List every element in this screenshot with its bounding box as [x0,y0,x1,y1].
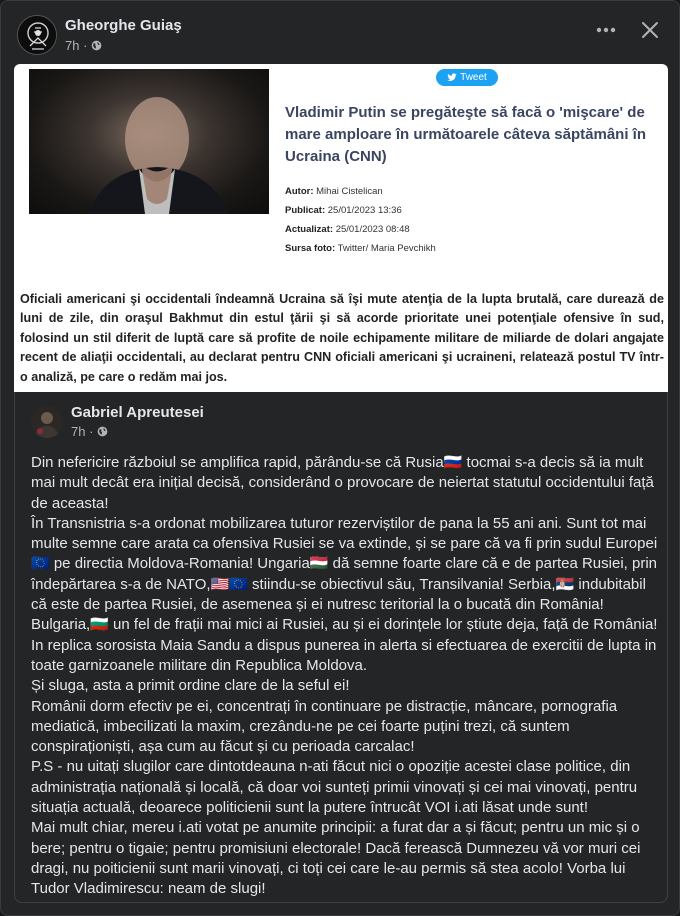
article-meta-row: Publicat: 25/01/2023 13:36 [285,205,402,216]
article-title: Vladimir Putin se pregăteşte să facă o 'mişcare' de mare amploare în următoarele câteva săptămâni în Ucraina (CNN) [285,104,646,165]
shared-post [14,392,668,903]
shared-post-time[interactable]: 7h · [71,424,94,439]
shared-post-meta [71,424,204,439]
more-options-icon[interactable] [595,19,617,41]
close-icon[interactable] [639,19,661,41]
post-time[interactable]: 7h · [65,38,88,53]
globe-icon[interactable] [97,426,108,437]
post-paragraph: Românii dorm efectiv pe ei, concentrați în continuare pe distracție, mâncare, pornografia mediatică, imbecilizati la maxim, crezându-ne pe cei foarte puțini trezi, că suntem conspiraționiști, așa cum au făcut și cu perioada carcalac! [31,697,618,756]
post-paragraph: În Transnistria s-a ordonat mobilizarea tuturor rezerviștilor de pana la 55 ani ani. Sunt tot mai multe semne care arata ca ofensiva Rusiei se va extinde, și se pare că va fi prin sudul Europei 🇪🇺 pe directia Moldova-Romania! Ungaria🇭🇺 dă semne foarte clare că e de partea Rusiei, prin îndepărtarea s-a de NATO,🇺🇸🇪🇺 stiindu-se obiectivul său, Transilvania! Serbia,🇷🇸 indubitabil că este de partea Rusiei, de asemenea și ei nutresc teritorial la o bucată din România! Bulgaria,🇧🇬 un fel de frații mai mici ai Rusiei, au și ei dorințele lor știute deja, față de România! [31,514,658,634]
post-header [17,13,182,57]
post-paragraph: Și sluga, asta a primit ordine clare de la seful ei! [31,677,350,695]
post-paragraph: Din nefericire războiul se amplifica rapid, părându-se că Rusia🇷🇺 tocmai s-a decis să ia mult mai mult decât era inițial decisă, considerând o provocare de neiertat statutul occidentului față de aceasta! [31,454,654,512]
avatar-image [18,16,57,55]
post-author[interactable]: Gheorghe Guiaş [65,17,182,34]
post-meta [65,38,182,53]
shared-post-text [31,453,659,900]
post-paragraph: In replica sorosista Maia Sandu a dispus punerea in alerta si efectuarea de exercitii de lupta in toate garnizoanele militare din Republica Moldova. [31,636,657,674]
shared-avatar-image [31,406,63,438]
article-meta-row: Autor: Mihai Cistelican [285,186,383,197]
article-meta [285,182,436,258]
article-photo [29,69,269,214]
post-paragraph: Mai mult chiar, mereu i.ati votat pe anumite principii: a furat dar a și făcut; pentru un mic și o bere; pentru o tigaie; pentru promisiuni electorale! Dacă ferească Dumnezeu vă vor muri cei dragi, nu poiticienii sunt marii vinovați, ci toți cei care le-au permis să stea acolo! Vorba lui Tudor Vladimirescu: neam de slugi! [31,819,641,898]
shared-avatar[interactable] [31,406,63,438]
avatar[interactable] [17,15,57,55]
tweet-button [436,69,498,86]
shared-post-author[interactable]: Gabriel Apreutesei [71,404,204,421]
article-body: Oficiali americani şi occidentali îndeamnă Ucraina să îşi mute atenţia de la lupta brutală, care durează de luni de zile, din oraşul Bakhmut din estul ţării şi să acorde prioritate unei potenţiale ofensive în sud, folosind un stil diferit de luptă care să profite de noile echipamente militare de miliarde de dolari angajate recent de aliaţii occidentali, au declarat pentru CNN oficiali americani şi ucraineni, relatează postul TV într-o analiză, pe care o redăm mai jos. [20,292,664,384]
article-image[interactable] [14,64,668,392]
shared-post-header [31,404,204,439]
article-meta-row: Actualizat: 25/01/2023 08:48 [285,224,410,235]
tweet-label: Tweet [460,72,487,83]
post-paragraph: P.S - nu uitați slugilor care dintotdeauna n-ati făcut nici o opoziție acestei clase politice, din administrația națională și locală, că doar voi sunteți primii vinovați și cei mai vinovați, pentru situația actuală, deoarece politicienii sunt la putere întrucât VOI i.ati lăsat unde sunt! [31,758,638,817]
article-meta-row: Sursa foto: Twitter/ Maria Pevchikh [285,243,436,254]
globe-icon[interactable] [91,40,102,51]
twitter-bird-icon [447,73,457,82]
